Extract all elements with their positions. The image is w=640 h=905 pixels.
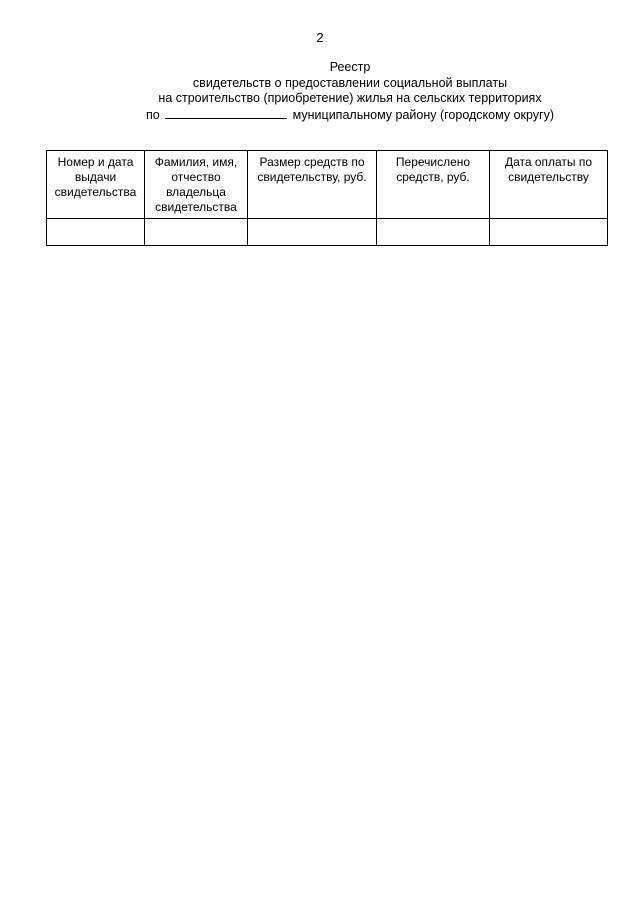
district-blank-line bbox=[165, 107, 287, 119]
document-title bbox=[0, 60, 640, 123]
registry-table bbox=[46, 150, 608, 246]
title-line-housing: на строительство (приобретение) жилья на сельских территориях bbox=[158, 91, 542, 105]
header-certificate-amount: Размер средств по свидетельству, руб. bbox=[248, 151, 377, 219]
header-owner-full-name: Фамилия, имя, отчество владельца свидетельства bbox=[145, 151, 248, 219]
title-prefix: по bbox=[145, 107, 160, 122]
table-cell bbox=[377, 219, 490, 246]
table-cell bbox=[47, 219, 145, 246]
table-row bbox=[47, 219, 608, 246]
table-cell bbox=[248, 219, 377, 246]
header-transferred-amount: Перечислено средств, руб. bbox=[377, 151, 490, 219]
table-header-row bbox=[47, 151, 608, 219]
header-certificate-number-date: Номер и дата выдачи свидетельства bbox=[47, 151, 145, 219]
table-cell bbox=[490, 219, 608, 246]
header-payment-date: Дата оплаты по свидетельству bbox=[490, 151, 608, 219]
title-line-registry: Реестр bbox=[329, 60, 371, 74]
table-cell bbox=[145, 219, 248, 246]
title-suffix: муниципальному району (городскому округу) bbox=[292, 107, 555, 122]
title-line-district bbox=[0, 107, 640, 124]
title-line-certificates: свидетельств о предоставлении социальной выплаты bbox=[192, 75, 508, 90]
page-number: 2 bbox=[316, 30, 324, 45]
